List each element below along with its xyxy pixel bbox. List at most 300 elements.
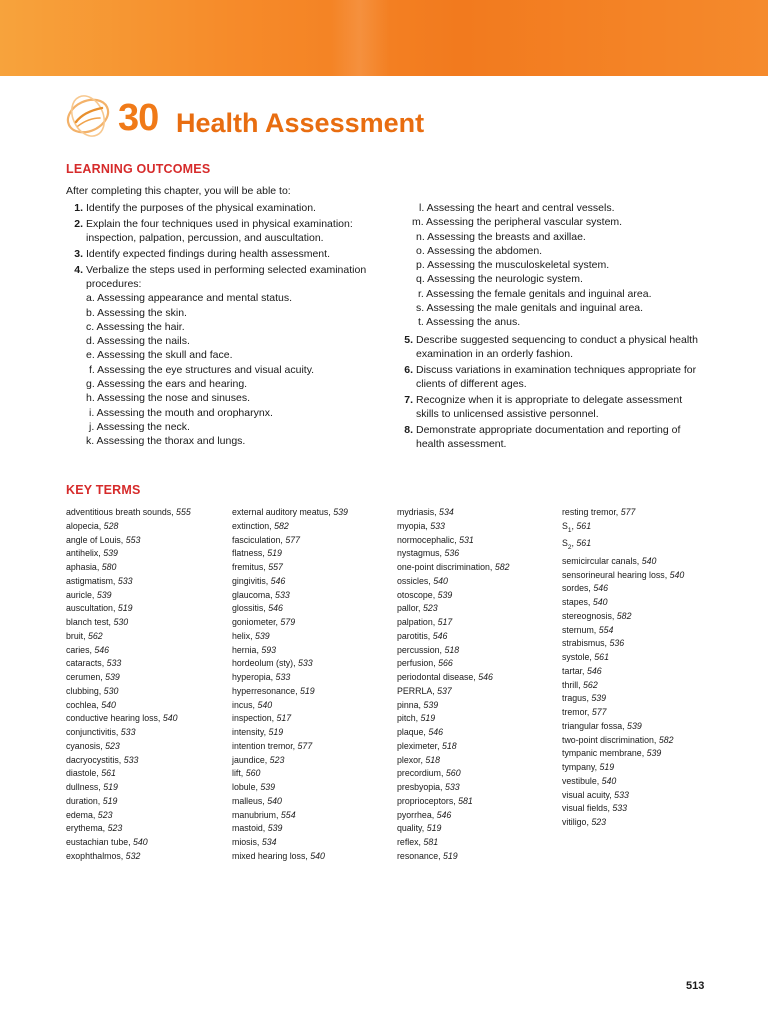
key-term-page: 546 <box>428 727 444 737</box>
key-term-page: 539 <box>437 589 453 600</box>
key-term-label: normocephalic, <box>397 534 457 545</box>
key-term-label: jaundice, <box>232 754 268 765</box>
key-term-label: resting tremor, <box>562 507 619 517</box>
key-term-label: malleus, <box>232 795 265 806</box>
key-term-label: helix, <box>232 630 253 641</box>
key-term-label: auscultation, <box>66 603 116 614</box>
outcome-subitem: a. Assessing appearance and mental status. <box>86 292 293 305</box>
key-term <box>66 754 191 768</box>
key-term-page: 519 <box>117 603 133 614</box>
key-term-page: 539 <box>105 672 120 682</box>
outcome-text: Demonstrate appropriate documentation and reporting of health assessment. <box>416 423 681 451</box>
key-term <box>66 616 191 630</box>
key-term-punctuation: , <box>571 538 574 549</box>
outcome-subitem: i. Assessing the mouth and oropharynx. <box>89 406 273 419</box>
key-term <box>397 520 510 534</box>
key-term-page: 530 <box>113 617 129 627</box>
key-term-page: 528 <box>103 520 119 531</box>
key-term <box>66 781 191 795</box>
key-term <box>232 616 348 630</box>
key-term-page: 519 <box>426 823 442 834</box>
key-term-label: hernia, <box>232 644 259 655</box>
key-term-label: astigmatism, <box>66 575 116 586</box>
key-term-page: 539 <box>267 823 283 834</box>
key-term-page: 518 <box>442 740 457 751</box>
key-term-label: hyperresonance, <box>232 685 298 696</box>
outcome-item <box>66 217 370 246</box>
key-term <box>66 685 191 699</box>
key-term-label: S <box>562 538 568 549</box>
key-term-label: conductive hearing loss, <box>66 713 161 724</box>
key-term-label: triangular fossa, <box>562 720 625 731</box>
key-term-label: one-point discrimination, <box>397 562 493 572</box>
key-term-label: two-point discrimination, <box>562 734 657 745</box>
key-term-label: lobule, <box>232 782 258 792</box>
key-terms-column-3 <box>397 506 510 864</box>
key-term <box>66 809 191 823</box>
key-term <box>66 644 191 658</box>
outcome-text: Explain the four techniques used in physical examination: inspection, palpation, percussion, and auscultation. <box>86 217 353 245</box>
key-term <box>232 685 348 699</box>
key-term-page: 546 <box>432 630 448 641</box>
key-term-page: 540 <box>669 569 685 580</box>
key-term-page: 546 <box>270 575 286 586</box>
outcome-subitem: m. Assessing the peripheral vascular system. <box>412 216 623 229</box>
key-term-label: plexor, <box>397 754 423 765</box>
key-term-page: 519 <box>442 850 458 861</box>
key-term-label: angle of Louis, <box>66 534 124 545</box>
key-term-label: tragus, <box>562 693 589 704</box>
outcome-subitem: e. Assessing the skull and face. <box>86 349 233 362</box>
key-term-label: strabismus, <box>562 638 607 649</box>
key-term-label: erythema, <box>66 823 106 834</box>
key-term <box>66 671 191 685</box>
key-term-label: adventitious breath sounds, <box>66 507 174 517</box>
key-term <box>397 822 510 836</box>
key-term-page: 523 <box>105 740 120 751</box>
key-term-page: 540 <box>310 850 325 861</box>
key-term-page: 540 <box>162 713 178 724</box>
key-term-label: tremor, <box>562 707 590 717</box>
key-term-page: 546 <box>94 644 110 655</box>
key-term-page: 562 <box>88 630 103 641</box>
key-term-page: 539 <box>591 693 607 704</box>
learning-outcomes-heading: LEARNING OUTCOMES <box>66 162 211 176</box>
key-term <box>232 671 348 685</box>
key-term-label: incus, <box>232 699 255 710</box>
key-term <box>562 761 684 775</box>
key-term-page: 557 <box>268 562 283 572</box>
key-term-label: sordes, <box>562 583 591 594</box>
outcome-subitem: r. Assessing the female genitals and inguinal area. <box>418 287 652 300</box>
key-term-label: thrill, <box>562 679 581 690</box>
header-banner <box>0 0 768 76</box>
key-term <box>562 706 684 720</box>
key-terms-column-2 <box>232 506 348 864</box>
key-term-page: 546 <box>268 603 283 614</box>
key-term <box>562 775 684 789</box>
key-term-label: palpation, <box>397 617 436 627</box>
key-term-page: 539 <box>255 630 270 641</box>
key-term-subscript: 2 <box>567 544 572 551</box>
key-term <box>397 547 510 561</box>
key-term-page: 577 <box>297 740 313 751</box>
key-term-page: 577 <box>285 534 300 545</box>
key-term-label: inspection, <box>232 713 275 724</box>
key-term <box>397 685 510 699</box>
outcome-item <box>396 393 702 422</box>
key-term <box>562 610 684 624</box>
key-term-page: 539 <box>260 782 276 792</box>
key-terms-column-1 <box>66 506 191 864</box>
key-term-page: 539 <box>423 699 439 710</box>
outcome-item <box>396 363 702 392</box>
key-term-label: dullness, <box>66 782 101 792</box>
key-term-page: 534 <box>261 837 277 847</box>
key-term <box>397 602 510 616</box>
key-term <box>232 534 348 548</box>
key-term-label: tartar, <box>562 665 585 676</box>
key-term-label: quality, <box>397 823 425 834</box>
chapter-number: 30 <box>118 97 159 139</box>
key-term <box>232 726 348 740</box>
key-term-label: visual fields, <box>562 803 610 814</box>
key-term-page: 519 <box>299 685 315 696</box>
key-term <box>562 624 684 638</box>
key-term-page: 546 <box>593 583 608 594</box>
key-term-subscript: 1 <box>567 526 572 534</box>
key-term-page: 534 <box>439 507 454 517</box>
key-term-page: 582 <box>494 562 510 572</box>
key-term-page: 539 <box>96 589 112 600</box>
key-term-page: 532 <box>125 850 141 861</box>
key-term <box>397 561 510 575</box>
key-term <box>232 836 348 850</box>
key-term-label: fremitus, <box>232 562 266 572</box>
key-term-label: glaucoma, <box>232 589 273 600</box>
outcome-number: 6. <box>404 363 413 376</box>
key-term-page: 582 <box>616 610 632 621</box>
key-term-page: 581 <box>458 795 473 806</box>
outcome-subitem: p. Assessing the musculoskeletal system. <box>416 259 610 272</box>
key-term <box>232 822 348 836</box>
key-term-label: miosis, <box>232 837 260 847</box>
key-term <box>66 657 191 671</box>
outcomes-right-column <box>396 201 702 452</box>
key-term <box>562 816 684 830</box>
key-term-page: 561 <box>576 520 592 531</box>
key-term-label: pitch, <box>397 713 419 724</box>
key-term <box>66 589 191 603</box>
key-term <box>562 582 684 596</box>
key-term-page: 593 <box>261 644 277 655</box>
key-term-label: tympany, <box>562 762 598 772</box>
key-term <box>397 589 510 603</box>
key-term-page: 533 <box>120 727 136 737</box>
key-term-page: 517 <box>276 713 292 724</box>
key-term-page: 531 <box>459 534 474 545</box>
key-term-label: gingivitis, <box>232 575 269 586</box>
outcome-subitem: g. Assessing the ears and hearing. <box>86 378 248 391</box>
key-term <box>562 596 684 610</box>
key-term-page: 523 <box>97 809 113 820</box>
outcome-item <box>66 247 370 261</box>
key-term <box>397 767 510 781</box>
outcome-subitem: k. Assessing the thorax and lungs. <box>86 435 246 448</box>
key-term <box>562 506 684 520</box>
key-term <box>232 740 348 754</box>
key-term-label: aphasia, <box>66 562 100 572</box>
key-term <box>397 712 510 726</box>
key-term-label: mydriasis, <box>397 507 437 517</box>
key-term-page: 566 <box>438 658 453 669</box>
key-term-label: stereognosis, <box>562 610 615 621</box>
outcome-subitem: f. Assessing the eye structures and visual acuity. <box>89 363 315 376</box>
key-term-label: stapes, <box>562 597 591 607</box>
key-term-page: 539 <box>627 720 642 731</box>
key-term <box>232 520 348 534</box>
key-term-page: 533 <box>123 754 139 765</box>
key-term-label: extinction, <box>232 520 272 531</box>
key-term <box>66 547 191 561</box>
key-term-label: edema, <box>66 809 96 820</box>
key-term <box>397 850 510 864</box>
key-term-label: semicircular canals, <box>562 555 640 566</box>
key-term-page: 546 <box>436 809 452 820</box>
key-term-label: sensorineural hearing loss, <box>562 569 668 580</box>
outcome-item <box>66 263 370 292</box>
key-term <box>397 726 510 740</box>
key-term-label: alopecia, <box>66 520 102 531</box>
outcome-number: 5. <box>404 333 413 346</box>
key-term-label: PERRLA, <box>397 685 435 696</box>
key-term-page: 533 <box>430 520 445 531</box>
key-term-page: 554 <box>598 624 614 635</box>
key-term-page: 577 <box>620 507 636 517</box>
key-term <box>232 561 348 575</box>
key-term <box>562 692 684 706</box>
outcome-number: 1. <box>74 202 83 214</box>
key-term-page: 519 <box>103 782 118 792</box>
outcome-text: Discuss variations in examination techniques appropriate for clients of different ages. <box>416 363 697 391</box>
key-term-label: percussion, <box>397 644 442 655</box>
key-term-label: reflex, <box>397 837 421 847</box>
key-term-label: mixed hearing loss, <box>232 850 308 861</box>
key-term <box>232 506 348 520</box>
outcome-subitem: t. Assessing the anus. <box>418 316 521 329</box>
outcome-item <box>66 201 370 215</box>
key-term <box>397 795 510 809</box>
key-term <box>66 630 191 644</box>
key-term-page: 519 <box>420 713 436 724</box>
key-term-page: 523 <box>107 823 123 834</box>
key-term <box>562 569 684 583</box>
key-term <box>562 651 684 665</box>
key-term <box>232 657 348 671</box>
key-term-page: 523 <box>422 603 438 614</box>
chapter-title: Health Assessment <box>176 108 425 138</box>
outcome-subitem: d. Assessing the nails. <box>86 335 190 348</box>
key-term-label: ossicles, <box>397 575 431 586</box>
key-term-label: sternum, <box>562 624 597 635</box>
key-term-label: duration, <box>66 795 101 806</box>
key-term-page: 533 <box>298 658 313 669</box>
key-term-page: 561 <box>101 768 116 779</box>
key-term-label: cataracts, <box>66 658 105 669</box>
key-term <box>562 537 684 555</box>
key-term <box>66 822 191 836</box>
key-term-label: diastole, <box>66 768 99 779</box>
key-term-page: 546 <box>478 672 493 682</box>
key-term-page: 546 <box>586 665 602 676</box>
key-term-page: 553 <box>125 534 141 545</box>
outcome-subitem: l. Assessing the heart and central vessels. <box>419 202 615 214</box>
key-term <box>397 781 510 795</box>
key-term-label: clubbing, <box>66 685 102 696</box>
key-term <box>397 699 510 713</box>
key-term-label: pleximeter, <box>397 740 440 751</box>
key-term <box>397 657 510 671</box>
key-term-page: 540 <box>433 575 448 586</box>
outcome-item <box>396 333 702 362</box>
key-term-label: intensity, <box>232 727 267 737</box>
key-term <box>562 520 684 538</box>
key-term <box>66 520 191 534</box>
outcome-text: Verbalize the steps used in performing selected examination procedures: <box>86 263 367 290</box>
key-term-page: 536 <box>444 548 460 559</box>
key-term <box>397 644 510 658</box>
key-term-label: systole, <box>562 652 592 662</box>
key-term <box>232 754 348 768</box>
key-term-label: tympanic membrane, <box>562 748 645 759</box>
key-term <box>397 754 510 768</box>
key-term-label: glossitis, <box>232 603 266 614</box>
key-term <box>562 679 684 693</box>
key-term-label: exophthalmos, <box>66 850 124 861</box>
banner-sheen <box>330 0 390 76</box>
key-term-label: antihelix, <box>66 548 101 559</box>
key-term-label: hordeolum (sty), <box>232 658 296 669</box>
key-term-page: 579 <box>280 617 296 627</box>
key-term-punctuation: , <box>571 520 574 531</box>
key-term-label: auricle, <box>66 589 95 600</box>
key-term-page: 540 <box>601 775 617 786</box>
key-term-page: 561 <box>576 538 592 549</box>
key-term <box>66 850 191 864</box>
key-term <box>397 630 510 644</box>
page-number: 513 <box>686 980 705 992</box>
key-term <box>562 637 684 651</box>
key-term-label: blanch test, <box>66 617 111 627</box>
key-term <box>397 575 510 589</box>
key-term-label: plaque, <box>397 727 426 737</box>
learning-outcomes-intro: After completing this chapter, you will be able to: <box>66 185 291 197</box>
key-term <box>232 850 348 864</box>
key-term <box>562 720 684 734</box>
key-term-page: 533 <box>106 658 122 669</box>
outcome-subitem: c. Assessing the hair. <box>86 320 185 333</box>
outcome-subitem: h. Assessing the nose and sinuses. <box>86 392 251 405</box>
key-term-page: 533 <box>275 589 290 600</box>
outcome-subitem: s. Assessing the male genitals and inguinal area. <box>416 302 644 315</box>
key-term <box>232 781 348 795</box>
key-term <box>66 699 191 713</box>
key-term-label: flatness, <box>232 548 265 559</box>
key-term <box>397 836 510 850</box>
key-term-page: 540 <box>641 555 657 566</box>
key-term <box>397 506 510 520</box>
key-term-label: fasciculation, <box>232 534 283 545</box>
key-term-page: 519 <box>267 548 282 559</box>
key-term-page: 533 <box>614 789 629 800</box>
key-term-page: 518 <box>425 754 441 765</box>
key-term-page: 533 <box>612 803 628 814</box>
key-term <box>562 789 684 803</box>
key-term <box>232 712 348 726</box>
key-term-label: vestibule, <box>562 775 600 786</box>
outcome-number: 8. <box>404 423 413 436</box>
key-term-label: precordium, <box>397 768 444 779</box>
key-term-label: periodontal disease, <box>397 672 476 682</box>
key-term-page: 554 <box>280 809 296 820</box>
key-term-label: cochlea, <box>66 699 99 710</box>
key-term-label: vitiligo, <box>562 817 589 827</box>
key-term-label: presbyopia, <box>397 782 443 792</box>
key-term-page: 562 <box>583 679 598 690</box>
key-term-page: 536 <box>609 638 625 649</box>
key-term-page: 581 <box>423 837 439 847</box>
key-term <box>66 575 191 589</box>
key-term <box>397 740 510 754</box>
key-term-label: caries, <box>66 644 92 655</box>
outcome-number: 2. <box>74 217 83 230</box>
key-term <box>232 575 348 589</box>
key-term <box>66 506 191 520</box>
outcome-subitem: o. Assessing the abdomen. <box>416 244 543 257</box>
key-term-label: myopia, <box>397 520 428 531</box>
key-terms-column-4 <box>562 506 684 830</box>
key-term-page: 537 <box>437 685 452 696</box>
outcome-subitem: n. Assessing the breasts and axillae. <box>416 230 586 243</box>
chapter-logo-icon <box>64 92 112 140</box>
key-term-label: nystagmus, <box>397 548 442 559</box>
outcome-text: Identify expected findings during health assessment. <box>86 247 330 260</box>
outcome-item <box>396 423 702 452</box>
key-term-page: 561 <box>594 652 609 662</box>
key-term-page: 540 <box>101 699 116 710</box>
key-term-page: 540 <box>133 837 148 847</box>
key-term <box>232 795 348 809</box>
key-term-page: 533 <box>275 672 291 682</box>
key-term-label: goniometer, <box>232 617 278 627</box>
key-term <box>66 726 191 740</box>
key-term-page: 560 <box>245 768 261 779</box>
key-term-label: parotitis, <box>397 630 431 641</box>
key-term-label: perfusion, <box>397 658 436 669</box>
key-term-label: manubrium, <box>232 809 279 820</box>
key-term-page: 539 <box>333 507 348 517</box>
outcome-number: 7. <box>404 393 413 406</box>
key-term-page: 580 <box>101 562 117 572</box>
key-term <box>232 547 348 561</box>
key-term <box>66 795 191 809</box>
key-term-label: cyanosis, <box>66 740 103 751</box>
outcomes-left-column <box>66 201 370 449</box>
key-term <box>397 809 510 823</box>
key-term-label: lift, <box>232 768 244 779</box>
key-term-label: conjunctivitis, <box>66 727 119 737</box>
key-term <box>232 602 348 616</box>
